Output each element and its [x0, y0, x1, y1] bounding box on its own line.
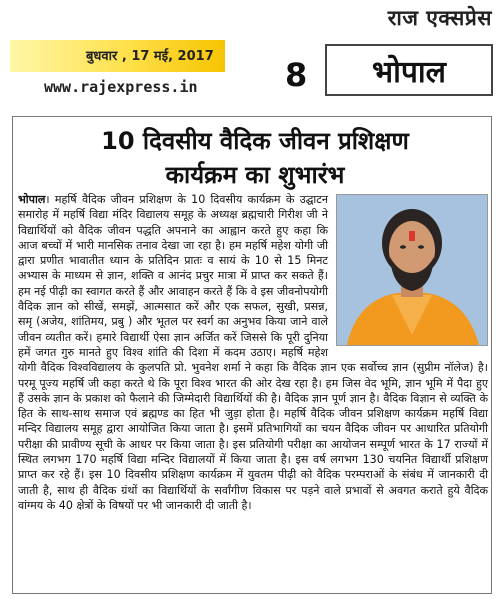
issue-date: बुधवार , 17 मई, 2017 [86, 49, 214, 64]
newspaper-name: राज एक्सप्रेस [387, 6, 492, 30]
website-link[interactable]: www.rajexpress.in [44, 78, 198, 96]
article-body [18, 192, 488, 513]
article-paragraph: महर्षि वैदिक जीवन प्रशिक्षण के 10 दिवसीय कार्यक्रम के उद्घाटन समारोह में महर्षि विद्या मंदिर विद्यालय समूह के अध्यक्ष ब्रह्मचारी गिरीश जी ने विद्यार्थियों को वैदिक जीवन पद्धति अपनाने का आह्वान करते हुए कहा कि आज बच्चों में भारी मानसिक तनाव देखा जा रहा है। हम महर्षि महेश योगी जी द्वारा प्रणीत भावातीत ध्यान के प्रतिदिन प्रातः व सायं के 10 से 15 मिनट अभ्यास के माध्यम से ज्ञान, शक्ति व आनंद प्रचुर मात्रा में प्राप्त कर सकते हैं। हम नई पीढ़ी का स्वागत करते हैं और आवाहन करते हैं कि वे इस जीवनोपयोगी वैदिक ज्ञान को सीखें, समझें, आत्मसात करें और एक सफल, सुखी, प्रसन्न, समृ (अजेय, शांतिमय, प्रबु ) और भूतल पर स्वर्ग का अनुभव किया जाने वाले जीवन व्यतीत करें। हमारे विद्यार्थी ऐसा ज्ञान अर्जित करें जिससे कि पूरी दुनिया हमें जगत गुरु मानते हुए विश्व शांति की दिशा में कदम उठाए। महर्षि महेश योगी वैदिक विश्वविद्यालय के कुलपति प्रो. भुवनेश शर्मा ने कहा कि वैदिक ज्ञान एक सर्वोच्च ज्ञान (सुप्रीम नॉलेज) है। परमू पूज्य महर्षि जी कहा करते थे कि पूरा विश्व भारत की ओर देख रहा है। हम जिस वेद भूमि, ज्ञान भूमि में पैदा हुए हैं उसके ज्ञान के प्रकाश को फैलाने की जिम्मेदारी विद्यार्थियों की है। वैदिक ज्ञान पूर्ण ज्ञान है। वैदिक विज्ञान से व्यक्ति के हित के साथ-साथ समाज एवं ब्रह्मण्ड का हित भी जुड़ा होता है। महर्षि वैदिक जीवन प्रशिक्षण कार्यक्रम महर्षि विद्या मन्दिर विद्यालय समूह द्वारा आयोजित किया जाता है। इसमें प्रतिभागियों का चयन वैदिक जीवन पर आधारित प्रतियोगी परीक्षा की प्रावीण्य सूची के आधर पर किया जाता है। इस प्रतियोगी परीक्षा का आयोजन सम्पूर्ण भारत के 17 राज्यों में स्थित लगभग 170 महर्षि विद्या मन्दिर विद्यालयों में किया जाता है। इस वर्ष लगभग 130 चयनित विद्यार्थी प्रशिक्षण प्राप्त कर रहे हैं। इस 10 दिवसीय प्रशिक्षण कार्यक्रम में युवतम पीढ़ी को वैदिक परम्पराओं के संबंध में जानकारी दी जाती है, साथ ही वैदिक ग्रंथों का विद्यार्थियों के सर्वांगीण विकास पर पड़ने वाले प्रभावों से अवगत कराते हुये वैदिक वांग्मय के 40 क्षेत्रों के विषयों पर भी जानकारी दी जाती है। [18, 193, 488, 512]
portrait-illustration [337, 195, 487, 345]
article-headline [20, 124, 490, 192]
dateline: भोपाल [18, 193, 46, 206]
page-number: 8 [285, 56, 308, 94]
article-photo [336, 194, 488, 346]
headline-line-2: कार्यक्रम का शुभारंभ [165, 161, 345, 189]
masthead [0, 0, 500, 108]
headline-line-1: 10 दिवसीय वैदिक जीवन प्रशिक्षण [101, 127, 409, 155]
dateline-separator: । [45, 193, 55, 206]
city-edition: भोपाल [325, 44, 493, 96]
